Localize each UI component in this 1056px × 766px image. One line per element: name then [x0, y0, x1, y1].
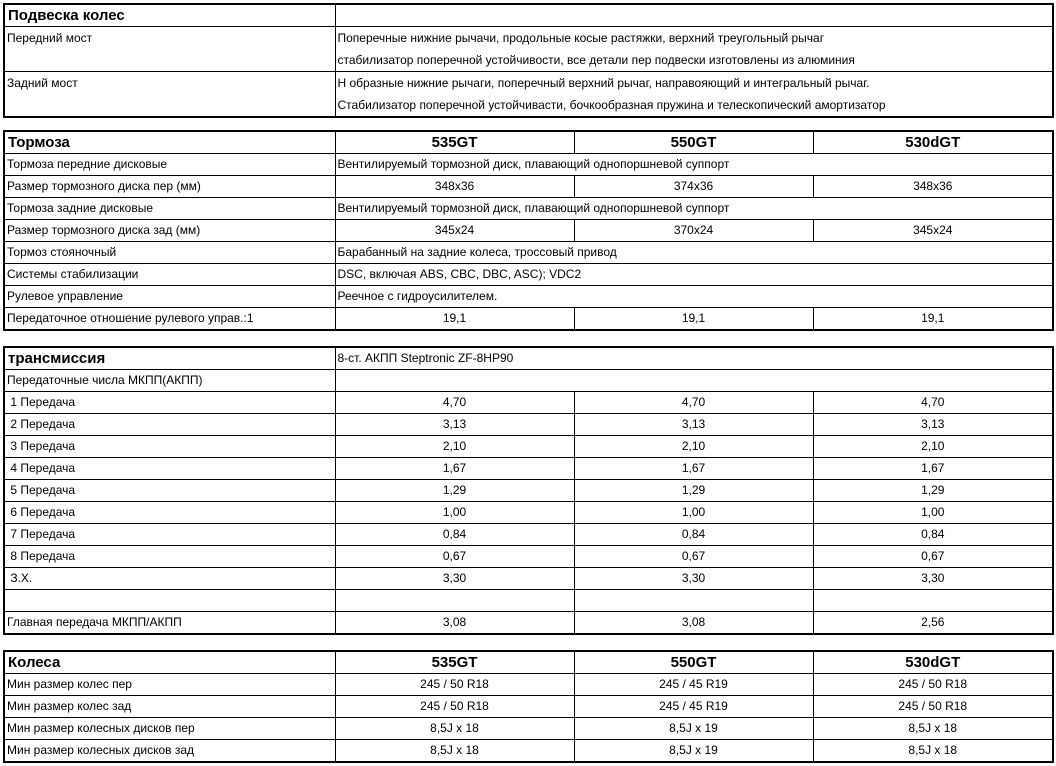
cell-value: 345x24 [813, 220, 1053, 242]
row-label: Тормоза передние дисковые [4, 154, 335, 176]
cell-value: 348x36 [813, 176, 1053, 198]
table-row [4, 696, 1053, 718]
table-row [4, 242, 1053, 264]
model-header: 535GT [335, 131, 574, 154]
table-row [4, 674, 1053, 696]
cell-value: 1,00 [335, 502, 574, 524]
cell-value: 1,00 [813, 502, 1053, 524]
cell-value: 0,67 [335, 546, 574, 568]
description-line: Поперечные нижние рычачи, продольные косые растяжки, верхний треугольный рычаг [337, 31, 825, 45]
row-label: Мин размер колесных дисков пер [4, 718, 335, 740]
cell-value: 8,5J x 18 [813, 718, 1053, 740]
brakes-title: Тормоза [4, 131, 335, 154]
table-row [4, 176, 1053, 198]
cell-value [574, 590, 813, 612]
suspension-table [3, 3, 1054, 118]
row-label: Передний мост [4, 27, 335, 72]
row-description [335, 72, 1053, 118]
table-row [4, 414, 1053, 436]
table-row [4, 308, 1053, 331]
cell-value: 345x24 [335, 220, 574, 242]
row-label [4, 590, 335, 612]
cell-value [335, 590, 574, 612]
cell-value: 1,29 [335, 480, 574, 502]
row-label: Размер тормозного диска зад (мм) [4, 220, 335, 242]
table-row [4, 392, 1053, 414]
row-label: Тормоз стояночный [4, 242, 335, 264]
row-label: 4 Передача [4, 458, 335, 480]
cell-value: 4,70 [574, 392, 813, 414]
row-span-value: DSC, включая ABS, CBC, DBC, ASC); VDC2 [335, 264, 1053, 286]
cell-value: 2,10 [335, 436, 574, 458]
cell-value: 19,1 [335, 308, 574, 331]
table-row [4, 27, 1053, 72]
cell-value: 8,5J x 18 [335, 718, 574, 740]
row-label: 6 Передача [4, 502, 335, 524]
cell-value: 245 / 50 R18 [813, 674, 1053, 696]
cell-value: 3,13 [574, 414, 813, 436]
cell-value: 8,5J x 18 [813, 740, 1053, 763]
row-description [335, 27, 1053, 72]
table-row [4, 286, 1053, 308]
description-line: стабилизатор поперечной устойчивости, все детали пер подвески изготовлены из алюминия [337, 53, 855, 67]
cell-value: 3,08 [335, 612, 574, 635]
cell-value: 0,67 [574, 546, 813, 568]
cell-value: 245 / 50 R18 [335, 696, 574, 718]
cell-value: 0,84 [574, 524, 813, 546]
cell-value: 3,13 [335, 414, 574, 436]
row-label: Тормоза задние дисковые [4, 198, 335, 220]
cell-value: 374x36 [574, 176, 813, 198]
cell-value: 1,00 [574, 502, 813, 524]
row-span-value: Вентилируемый тормозной диск, плавающий однопоршневой суппорт [335, 198, 1053, 220]
cell-value: 245 / 50 R18 [813, 696, 1053, 718]
table-row [4, 370, 1053, 392]
row-span-value: Барабанный на задние колеса, троссовый привод [335, 242, 1053, 264]
transmission-header-row [4, 347, 1053, 370]
cell-value: 1,29 [574, 480, 813, 502]
table-row [4, 198, 1053, 220]
row-label: Передаточные числа МКПП(АКПП) [4, 370, 335, 392]
row-label: Рулевое управление [4, 286, 335, 308]
row-span-value [335, 370, 1053, 392]
row-label: Передаточное отношение рулевого управ.:1 [4, 308, 335, 331]
row-label: 3 Передача [4, 436, 335, 458]
table-row [4, 458, 1053, 480]
row-span-value: Вентилируемый тормозной диск, плавающий однопоршневой суппорт [335, 154, 1053, 176]
cell-value [813, 590, 1053, 612]
cell-value: 8,5J x 19 [574, 718, 813, 740]
brakes-table [3, 130, 1054, 331]
cell-value: 0,67 [813, 546, 1053, 568]
table-row [4, 502, 1053, 524]
transmission-rows [4, 392, 1053, 635]
suspension-header-empty [335, 4, 1053, 27]
wheels-table [3, 650, 1054, 763]
wheels-rows [4, 674, 1053, 763]
wheels-header-row [4, 651, 1053, 674]
row-label: Мин размер колесных дисков зад [4, 740, 335, 763]
cell-value: 19,1 [574, 308, 813, 331]
row-label: Мин размер колес зад [4, 696, 335, 718]
suspension-title: Подвеска колес [4, 4, 335, 27]
row-label: Задний мост [4, 72, 335, 118]
cell-value: 245 / 45 R19 [574, 696, 813, 718]
table-row [4, 264, 1053, 286]
table-row [4, 220, 1053, 242]
table-row [4, 524, 1053, 546]
cell-value: 3,08 [574, 612, 813, 635]
cell-value: 3,13 [813, 414, 1053, 436]
row-label: 5 Передача [4, 480, 335, 502]
cell-value: 4,70 [335, 392, 574, 414]
cell-value: 1,67 [813, 458, 1053, 480]
row-label: Размер тормозного диска пер (мм) [4, 176, 335, 198]
cell-value: 0,84 [813, 524, 1053, 546]
model-header: 550GT [574, 651, 813, 674]
table-row [4, 480, 1053, 502]
cell-value: 1,67 [574, 458, 813, 480]
table-row [4, 546, 1053, 568]
cell-value: 348x36 [335, 176, 574, 198]
cell-value: 19,1 [813, 308, 1053, 331]
model-header: 550GT [574, 131, 813, 154]
row-label: 8 Передача [4, 546, 335, 568]
table-row [4, 612, 1053, 635]
row-span-value: Реечное с гидроусилителем. [335, 286, 1053, 308]
row-label: Системы стабилизации [4, 264, 335, 286]
table-row [4, 740, 1053, 763]
transmission-type: 8-ст. АКПП Steptronic ZF-8HP90 [335, 347, 1053, 370]
model-header: 530dGT [813, 131, 1053, 154]
table-row [4, 718, 1053, 740]
description-line: Стабилизатор поперечной устойчивасти, бочкообразная пружина и телескопический амортизатор [337, 98, 886, 112]
cell-value: 0,84 [335, 524, 574, 546]
cell-value: 2,10 [574, 436, 813, 458]
row-label: Главная передача МКПП/АКПП [4, 612, 335, 635]
cell-value: 3,30 [813, 568, 1053, 590]
cell-value: 245 / 45 R19 [574, 674, 813, 696]
model-header: 535GT [335, 651, 574, 674]
row-label: Мин размер колес пер [4, 674, 335, 696]
table-row [4, 568, 1053, 590]
row-label: 1 Передача [4, 392, 335, 414]
cell-value: 370x24 [574, 220, 813, 242]
row-label: 7 Передача [4, 524, 335, 546]
cell-value: 1,29 [813, 480, 1053, 502]
suspension-header-row [4, 4, 1053, 27]
transmission-title: трансмиссия [4, 347, 335, 370]
cell-value: 8,5J x 18 [335, 740, 574, 763]
row-label: З.Х. [4, 568, 335, 590]
cell-value: 4,70 [813, 392, 1053, 414]
cell-value: 3,30 [574, 568, 813, 590]
table-row [4, 72, 1053, 118]
row-label: 2 Передача [4, 414, 335, 436]
description-line: Н образные нижние рычаги, поперечный верхний рычаг, направояющий и интегральный рычаг. [337, 76, 870, 90]
table-row [4, 154, 1053, 176]
cell-value: 2,10 [813, 436, 1053, 458]
transmission-table [3, 346, 1054, 635]
cell-value: 3,30 [335, 568, 574, 590]
table-row [4, 590, 1053, 612]
cell-value: 1,67 [335, 458, 574, 480]
cell-value: 245 / 50 R18 [335, 674, 574, 696]
cell-value: 2,56 [813, 612, 1053, 635]
wheels-title: Колеса [4, 651, 335, 674]
table-row [4, 436, 1053, 458]
brakes-header-row [4, 131, 1053, 154]
cell-value: 8,5J x 19 [574, 740, 813, 763]
model-header: 530dGT [813, 651, 1053, 674]
